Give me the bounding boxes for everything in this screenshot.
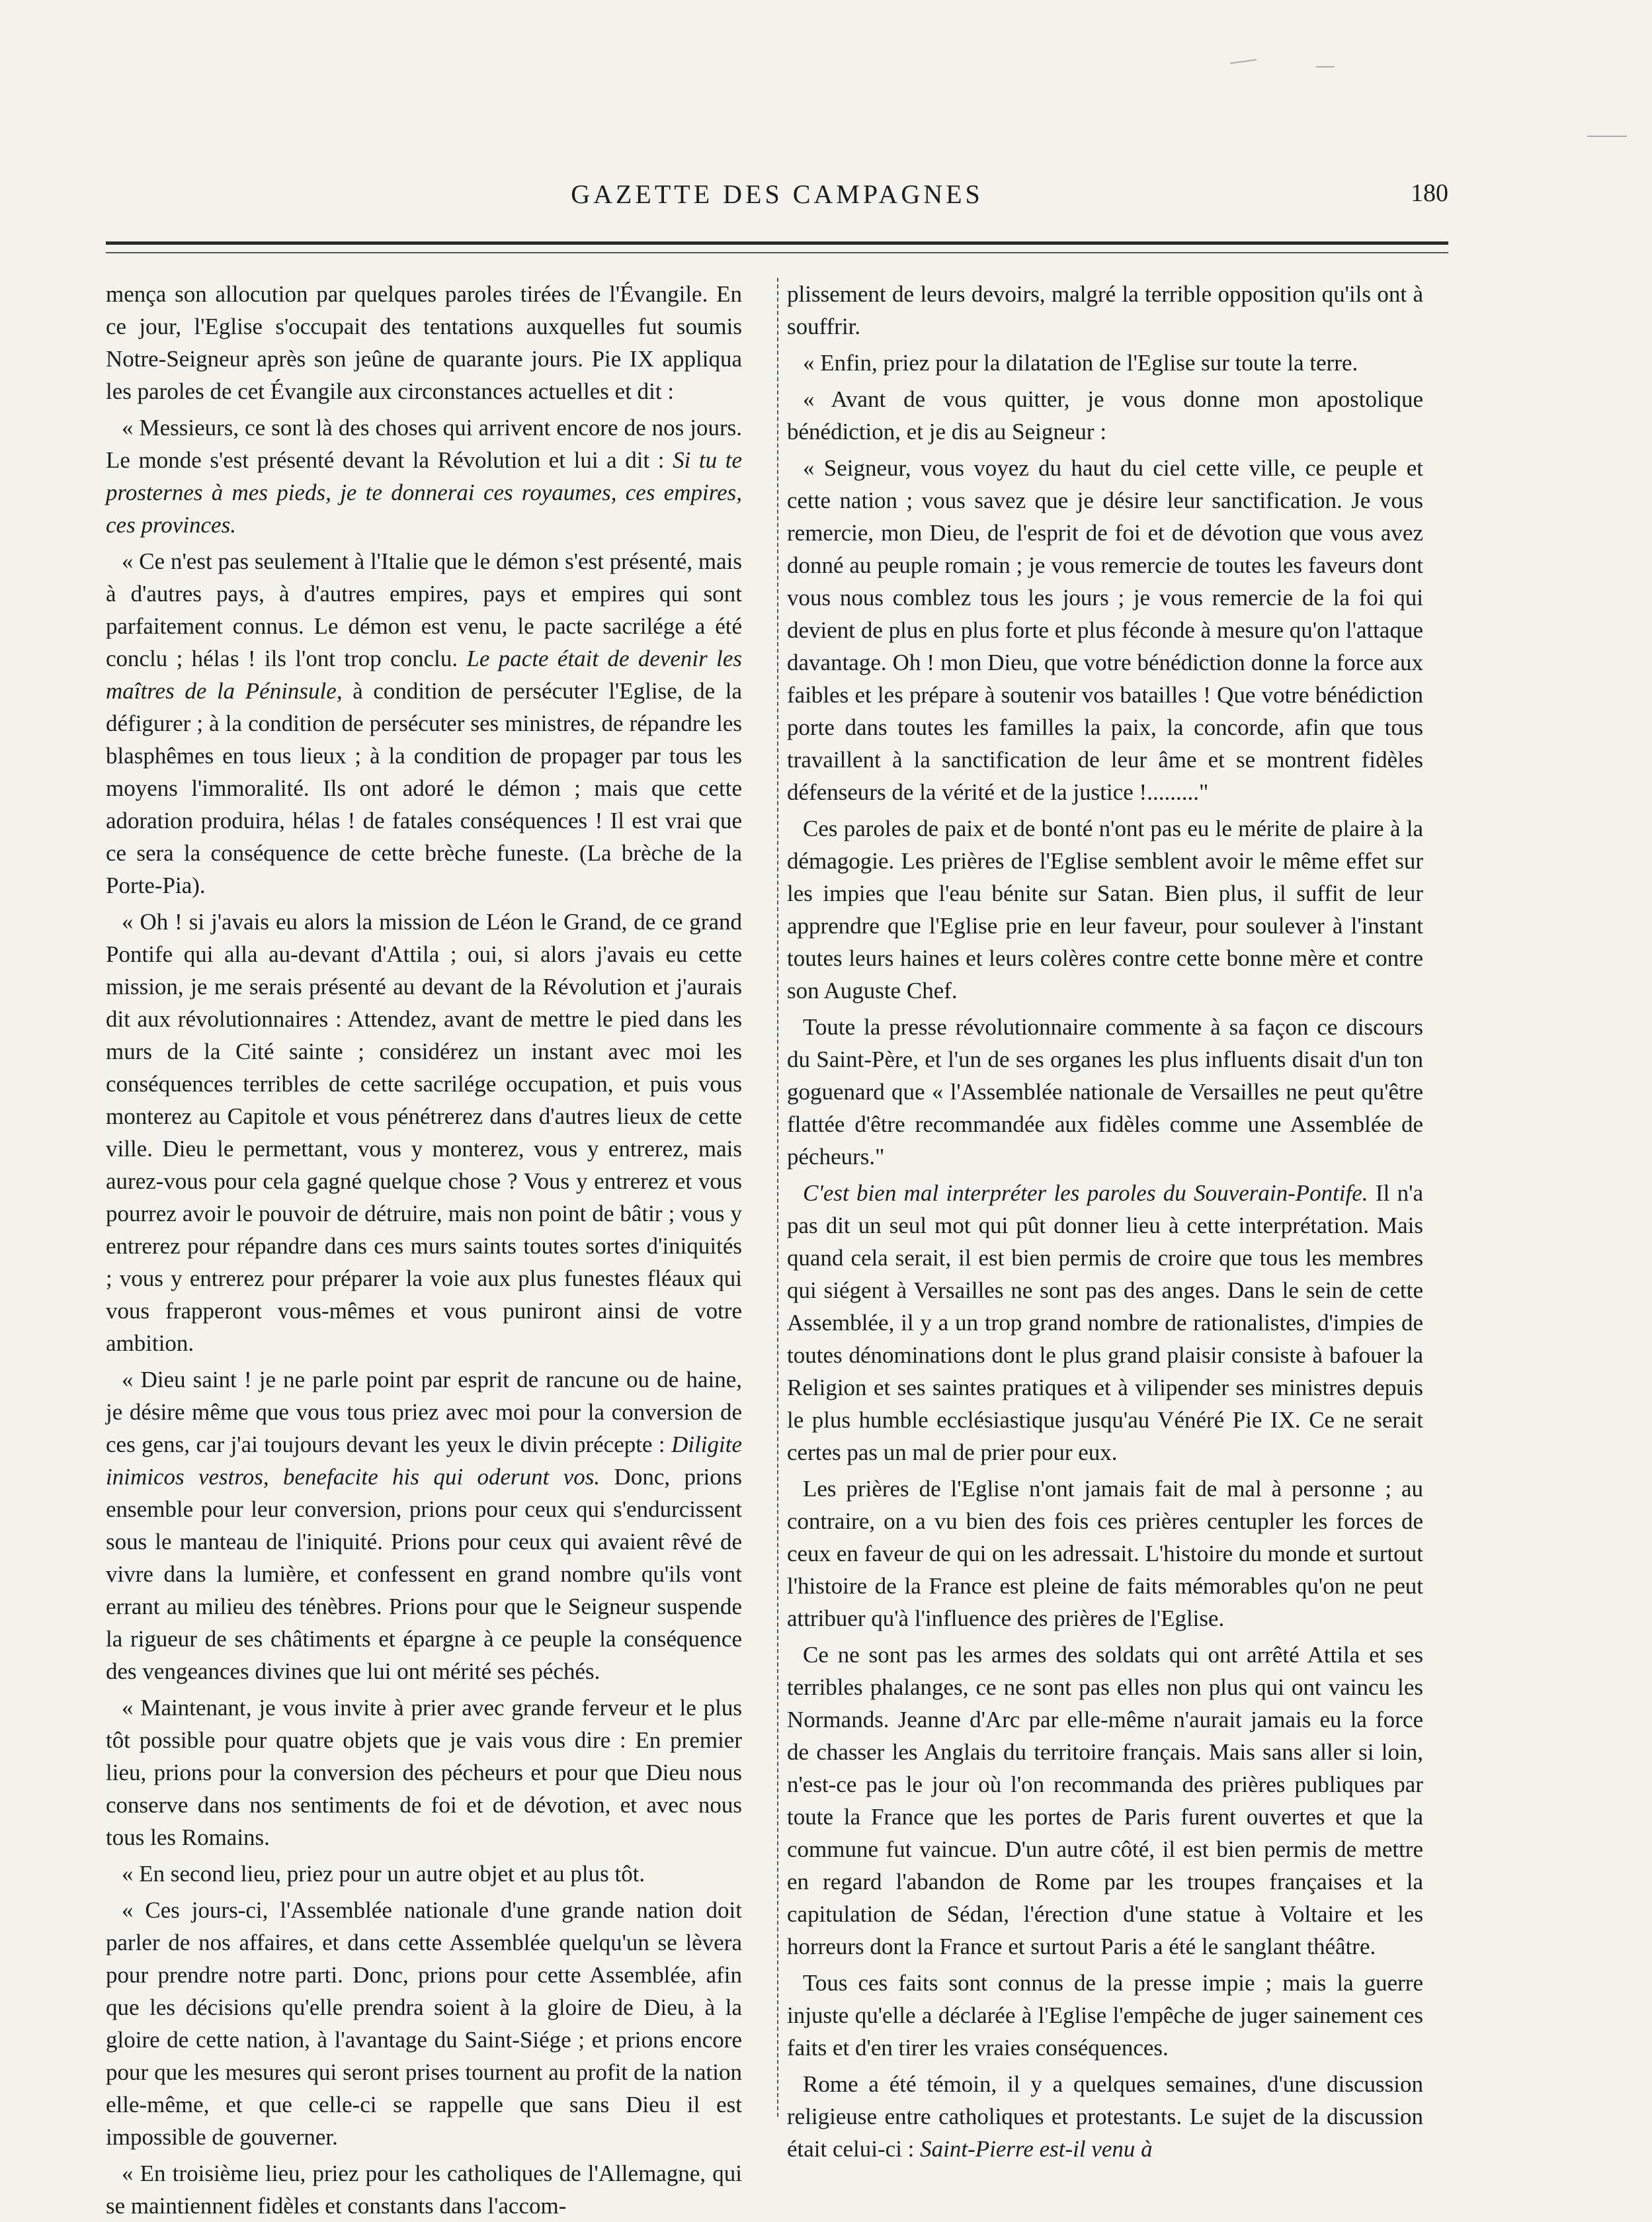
paragraph-text: Rome a été témoin, il y a quelques semaines, d'une discussion religieuse entre catholiques et protestants. Le sujet de la discussion était celui-ci :: [787, 2071, 1423, 2162]
paragraph-text: « Oh ! si j'avais eu alors la mission de Léon le Grand, de ce grand Pontife qui alla au-devant d'Attila ; oui, si alors j'avais eu cette mission, je me serais présenté au devant de la Révolution et j'aurais dit aux révolutionnaires : Attendez, avant de mettre le pied dans les murs de la Cité sainte ; considérez un instant avec moi les conséquences terribles de cette sacrilége occupation, et puis vous monterez au Capitole et vous pénétrerez dans d'autres lieux de cette ville. Dieu le permettant, vous y monterez, vous y entrerez, mais aurez-vous pour cela gagné quelque chose ? Vous y entrerez et vous pourrez avoir le pouvoir de détruire, mais non point de bâtir ; vous y entrerez pour répandre dans ces murs saints toutes sortes d'iniquités ; vous y entrerez pour préparer la voie aux plus funestes fléaux qui vous frapperont vous-mêmes et vous puniront ainsi de votre ambition.: [106, 909, 742, 1356]
article-paragraph: [106, 278, 742, 407]
article-paragraph: [787, 278, 1423, 343]
article-paragraph: [106, 1858, 742, 1890]
header-rule-thick: [106, 241, 1448, 245]
paragraph-text: Donc, prions ensemble pour leur conversion, prions pour ceux qui s'endurcissent sous le manteau de l'iniquité. Prions pour ceux qui avaient rêvé de vivre dans la lumière, et confessent en grand nombre qu'ils vont errant au milieu des ténèbres. Prions pour que le Seigneur suspende la rigueur de ses châtiments et épargne à ce peuple la conséquence des vengeances divines que lui ont mérité ses péchés.: [106, 1464, 742, 1684]
scan-mark: [1587, 136, 1627, 137]
right-column: [787, 278, 1423, 2183]
paragraph-text: Il n'a pas dit un seul mot qui pût donner lieu à cette interprétation. Mais quand cela serait, il est bien permis de croire que tous les membres qui siégent à Versailles ne sont pas des anges. Dans le sein de cette Assemblée, il y a un trop grand nombre de rationalistes, d'impies de toutes dénominations dont le plus grand plaisir consiste à bafouer la Religion et ses saintes pratiques et à vilipender ses ministres depuis le plus humble ecclésiastique jusqu'au Vénéré Pie IX. Ce ne serait certes pas un mal de prier pour eux.: [787, 1180, 1423, 1465]
scan-mark: [1316, 66, 1335, 67]
paragraph-text: « En troisième lieu, priez pour les catholiques de l'Allemagne, qui se maintiennent fidèles et constants dans l'accom-: [106, 2160, 742, 2219]
article-paragraph: [106, 906, 742, 1359]
article-paragraph: [787, 812, 1423, 1007]
article-paragraph: [106, 545, 742, 902]
left-column: [106, 278, 742, 2219]
article-paragraph: [787, 383, 1423, 448]
italic-phrase: Saint-Pierre est-il venu à: [920, 2136, 1153, 2162]
article-paragraph: [106, 1894, 742, 2153]
paragraph-text: Tous ces faits sont connus de la presse impie ; mais la guerre injuste qu'elle a déclarée à l'Eglise l'empêche de juger sainement ces faits et d'en tirer les vraies conséquences.: [787, 1970, 1423, 2061]
paragraph-text: « Avant de vous quitter, je vous donne mon apostolique bénédiction, et je dis au Seigneur :: [787, 386, 1423, 445]
paragraph-text: Ce ne sont pas les armes des soldats qui ont arrêté Attila et ses terribles phalanges, ce ne sont pas elles non plus qui ont vaincu les Normands. Jeanne d'Arc par elle-même n'aurait jamais eu la force de chasser les Anglais du territoire français. Mais sans aller si loin, n'est-ce pas le jour où l'on recommanda des prières publiques par toute la France que les portes de Paris furent ouvertes et que la commune fut vaincue. D'un autre côté, il est bien permis de mettre en regard l'abandon de Rome par les troupes françaises et la capitulation de Sédan, l'érection d'une statue à Voltaire et les horreurs dont la France et surtout Paris a été le sanglant théâtre.: [787, 1642, 1423, 1959]
header-rule-thin: [106, 252, 1448, 253]
article-paragraph: [787, 1011, 1423, 1173]
article-paragraph: [106, 2157, 742, 2222]
article-paragraph: [106, 411, 742, 541]
article-paragraph: [106, 1691, 742, 1854]
paragraph-text: Toute la presse révolutionnaire commente à sa façon ce discours du Saint-Père, et l'un de ses organes les plus influents disait d'un ton goguenard que « l'Assemblée nationale de Versailles ne peut qu'être flattée d'être recommandée aux fidèles comme une Assemblée de pécheurs.": [787, 1014, 1423, 1170]
article-paragraph: [787, 1177, 1423, 1469]
column-divider: [777, 278, 778, 2117]
paragraph-text: « Messieurs, ce sont là des choses qui arrivent encore de nos jours. Le monde s'est présenté devant la Révolution et lui a dit :: [106, 415, 742, 473]
italic-phrase: Si tu te prosternes à mes pieds, je te donnerai ces royaumes, ces empires, ces provinces.: [106, 447, 742, 538]
scan-mark: [1230, 59, 1257, 64]
article-paragraph: [787, 2068, 1423, 2165]
article-paragraph: [787, 1967, 1423, 2064]
article-paragraph: [787, 452, 1423, 808]
italic-phrase: Le pacte était de devenir les maîtres de la Péninsule,: [106, 646, 742, 704]
paragraph-text: « En second lieu, priez pour un autre objet et au plus tôt.: [122, 1861, 645, 1887]
paragraph-text: plissement de leurs devoirs, malgré la terrible opposition qu'ils ont à souffrir.: [787, 281, 1423, 339]
newspaper-title: GAZETTE DES CAMPAGNES: [571, 179, 983, 209]
article-paragraph: [787, 347, 1423, 379]
paragraph-text: « Seigneur, vous voyez du haut du ciel cette ville, ce peuple et cette nation ; vous savez que je désire leur sanctification. Je vous remercie, mon Dieu, de l'esprit de foi et de dévotion que vous avez donné au peuple romain ; je vous remercie de toutes les faveurs dont vous nous comblez tous les jours ; je vous remercie de la foi qui devient de plus en plus forte et plus féconde à mesure qu'on l'attaque davantage. Oh ! mon Dieu, que votre bénédiction donne la force aux faibles et les prépare à soutenir vos batailles ! Que votre bénédiction porte dans toutes les familles la paix, la concorde, afin que tous travaillent à la sanctification de leur âme et se montrent fidèles défenseurs de la vérité et de la justice !.........": [787, 455, 1423, 805]
paragraph-text: Les prières de l'Eglise n'ont jamais fait de mal à personne ; au contraire, on a vu bien des fois ces prières centupler les forces de ceux en faveur de qui on les adressait. L'histoire du monde et surtout l'histoire de la France est pleine de faits mémorables qu'on ne peut attribuer qu'à l'influence des prières de l'Eglise.: [787, 1476, 1423, 1631]
paragraph-text: « Ce n'est pas seulement à l'Italie que le démon s'est présenté, mais à d'autres pays, à d'autres empires, pays et empires qui sont parfaitement connus. Le démon est venu, le pacte sacrilége a été conclu ; hélas ! ils l'ont trop conclu.: [106, 548, 742, 671]
page-header: [106, 179, 1448, 218]
article-paragraph: [106, 1363, 742, 1688]
article-paragraph: [787, 1473, 1423, 1635]
italic-phrase: Diligite inimicos vestros, benefacite his qui oderunt vos.: [106, 1431, 742, 1490]
paragraph-text: « Enfin, priez pour la dilatation de l'Eglise sur toute la terre.: [803, 350, 1358, 376]
page-number: 180: [1411, 179, 1448, 207]
paragraph-text: « Ces jours-ci, l'Assemblée nationale d'une grande nation doit parler de nos affaires, et dans cette Assemblée quelqu'un se lèvera pour prendre notre parti. Donc, prions pour cette Assemblée, afin que les décisions qu'elle prendra soient à la gloire de Dieu, à la gloire de cette nation, à l'avantage du Saint-Siége ; et prions encore pour que les mesures qui seront prises tournent au profit de la nation elle-même, et que celle-ci se rappelle que sans Dieu il est impossible de gouverner.: [106, 1897, 742, 2150]
article-paragraph: [787, 1639, 1423, 1963]
paragraph-text: à condition de persécuter l'Eglise, de la défigurer ; à la condition de persécuter ses ministres, de répandre les blasphêmes en tous lieux ; à la condition de propager par tous les moyens l'immoralité. Ils ont adoré le démon ; mais que cette adoration produira, hélas ! de fatales conséquences ! Il est vrai que ce sera la conséquence de cette brèche funeste. (La brèche de la Porte-Pia).: [106, 678, 742, 898]
paragraph-text: « Maintenant, je vous invite à prier avec grande ferveur et le plus tôt possible pour quatre objets que je vais vous dire : En premier lieu, prions pour la conversion des pécheurs et pour que Dieu nous conserve dans nos sentiments de foi et de dévotion, et avec nous tous les Romains.: [106, 1695, 742, 1850]
italic-phrase: C'est bien mal interpréter les paroles du Souverain-Pontife.: [803, 1180, 1368, 1206]
paragraph-text: « Dieu saint ! je ne parle point par esprit de rancune ou de haine, je désire même que vous tous priez avec moi pour la conversion de ces gens, car j'ai toujours devant les yeux le divin précepte :: [106, 1367, 742, 1457]
paragraph-text: mença son allocution par quelques paroles tirées de l'Évangile. En ce jour, l'Eglise s'occupait des tentations auxquelles fut soumis Notre-Seigneur après son jeûne de quarante jours. Pie IX appliqua les paroles de cet Évangile aux circonstances actuelles et dit :: [106, 281, 742, 404]
paragraph-text: Ces paroles de paix et de bonté n'ont pas eu le mérite de plaire à la démagogie. Les prières de l'Eglise semblent avoir le même effet sur les impies que l'eau bénite sur Satan. Bien plus, il suffit de leur apprendre que l'Eglise prie en leur faveur, pour soulever à l'instant toutes leurs haines et leurs colères contre cette bonne mère et contre son Auguste Chef.: [787, 816, 1423, 1004]
